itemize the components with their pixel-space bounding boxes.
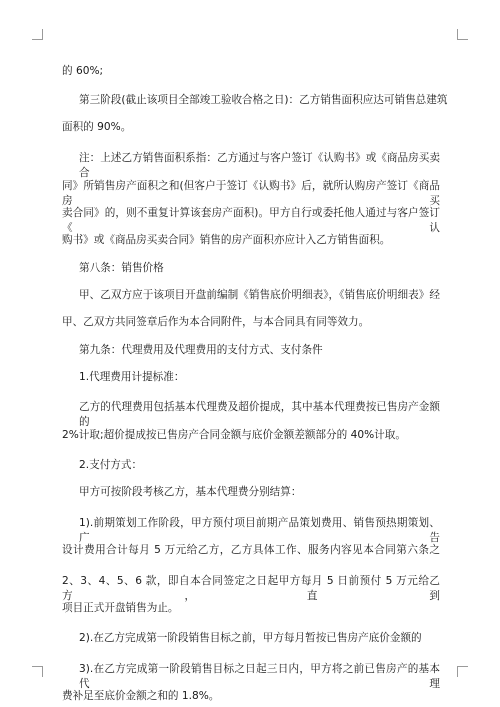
text-line: 费补足至底价金额之和的 1.8%。 <box>62 690 220 702</box>
text-line: 注：上述乙方销售面积系指：乙方通过与客户签订《认购书》或《商品房买卖合 <box>79 152 440 179</box>
text-line: 2).在乙方完成第一阶段销售目标之前，甲方每月暂按已售房产底价金额的 <box>79 632 422 644</box>
text-line: 购书》或《商品房买卖合同》销售的房产面积亦应计入乙方销售面积。 <box>62 234 391 246</box>
section-heading: 第八条：销售价格 <box>79 262 164 274</box>
text-line: 2%计取;超价提成按已售房产合同金额与底价金额差额部分的 40%计取。 <box>62 429 406 441</box>
crop-mark-top-left <box>32 29 43 40</box>
text-line: 1).前期策划工作阶段，甲方预付项目前期产品策划费用、销售预热期策划、广告 <box>79 517 440 544</box>
text-line: 甲、乙双方共同签章后作为本合同附件，与本合同具有同等效力。 <box>62 316 370 328</box>
text-line: 乙方的代理费用包括基本代理费及超价提成，其中基本代理费按已售房产金额的 <box>79 401 440 428</box>
text-line: 第三阶段(截止该项目全部竣工验收合格之日)：乙方销售面积应达可销售总建筑 <box>79 94 448 106</box>
text-line: 1.代理费用计提标准： <box>79 371 185 383</box>
text-line: 面积的 90%。 <box>62 121 132 133</box>
section-heading: 第九条：代理费用及代理费用的支付方式、支付条件 <box>79 344 323 356</box>
crop-mark-top-right <box>457 29 468 40</box>
text-line: 3).在乙方完成第一阶段销售目标之日起三日内，甲方将之前已售房产的基本代理 <box>79 663 440 690</box>
crop-mark-bottom-right <box>457 666 468 677</box>
text-line: 同》所销售房产面积之和(但客户于签订《认购书》后，就所认购房产签订《商品房买 <box>62 180 440 207</box>
text-line: 的 60%; <box>62 65 104 77</box>
text-line: 甲方可按阶段考核乙方，基本代理费分别结算： <box>79 486 302 498</box>
text-line: 设计费用合计每月 5 万元给乙方，乙方具体工作、服务内容见本合同第六条之 <box>62 544 440 556</box>
text-line: 甲、乙双方应于该项目开盘前编制《销售底价明细表》，《销售底价明细表》经 <box>79 289 440 301</box>
text-line: 2、3、4、5、6 款，即自本合同签定之日起甲方每月 5 日前预付 5 万元给乙方，直到 <box>62 575 440 602</box>
crop-mark-bottom-left <box>32 666 43 677</box>
text-line: 项目正式开盘销售为止。 <box>62 602 179 614</box>
text-line: 2.支付方式： <box>79 459 143 471</box>
text-line: 卖合同》的，则不重复计算该套房产面积)。甲方自行或委托他人通过与客户签订《认 <box>62 207 440 234</box>
